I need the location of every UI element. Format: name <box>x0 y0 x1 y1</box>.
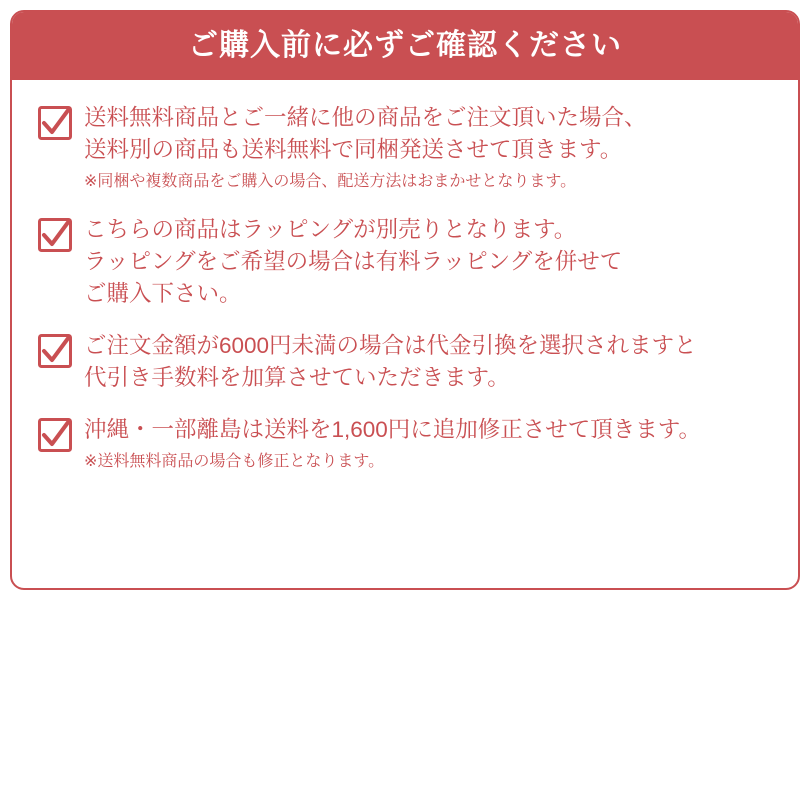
purchase-notice-card <box>10 10 800 590</box>
list-item-text <box>84 330 772 394</box>
notice-header <box>12 12 798 80</box>
list-item-text <box>84 214 772 310</box>
list-item-note: ※同梱や複数商品をご購入の場合、配送方法はおまかせとなります。 <box>84 172 577 190</box>
check-mark-icon <box>38 418 72 452</box>
list-item-line: こちらの商品はラッピングが別売りとなります。 <box>84 216 577 242</box>
list-item <box>38 414 772 474</box>
check-mark-icon <box>38 334 72 368</box>
check-mark-icon <box>38 106 72 140</box>
notice-body <box>12 80 798 474</box>
page-title: ご購入前に必ずご確認ください <box>188 29 622 62</box>
list-item <box>38 214 772 310</box>
list-item-line: 送料別の商品も送料無料で同梱発送させて頂きます。 <box>84 136 623 162</box>
list-item-line: 送料無料商品とご一緒に他の商品をご注文頂いた場合、 <box>84 105 647 130</box>
list-item-line: 沖縄・一部離島は送料を1,600円に追加修正させて頂きます。 <box>84 416 702 442</box>
list-item-note: ※送料無料商品の場合も修正となります。 <box>84 452 385 470</box>
list-item <box>38 102 772 194</box>
list-item-line: ラッピングをご希望の場合は有料ラッピングを併せて <box>84 248 623 274</box>
check-mark-icon <box>38 218 72 252</box>
bottom-whitespace <box>0 590 810 810</box>
list-item <box>38 330 772 394</box>
list-item-line: 代引き手数料を加算させていただきます。 <box>84 364 510 390</box>
list-item-text <box>84 102 772 194</box>
list-item-text <box>84 414 772 474</box>
list-item-line: ご購入下さい。 <box>84 280 242 306</box>
list-item-line: ご注文金額が6000円未満の場合は代金引換を選択されますと <box>84 332 697 358</box>
